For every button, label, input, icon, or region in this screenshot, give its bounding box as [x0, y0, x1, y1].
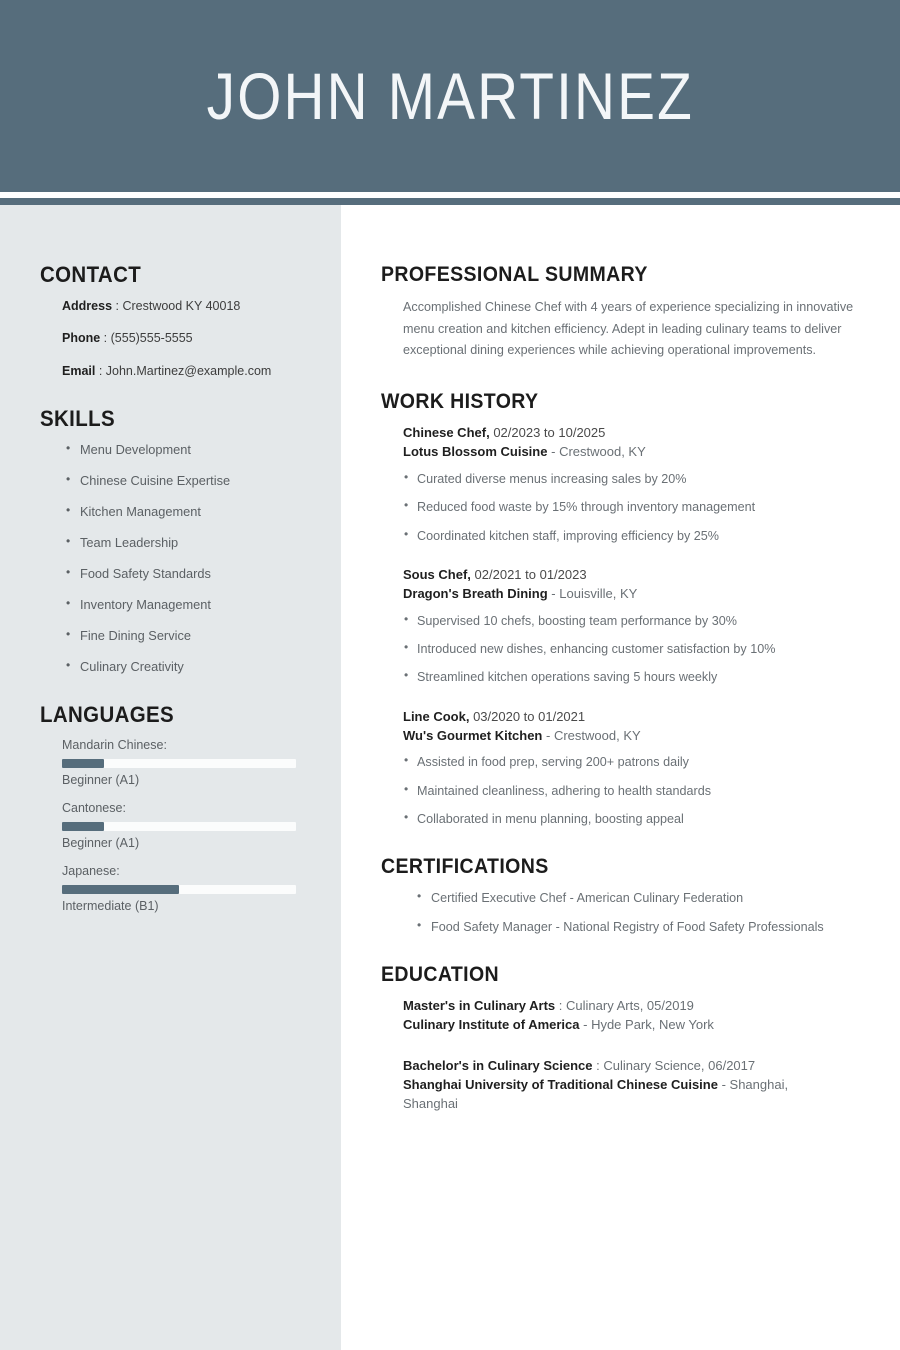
list-item: • Fine Dining Service [66, 628, 311, 644]
contact-value-phone: (555)555-5555 [110, 331, 193, 346]
contact-separator-email: : [95, 363, 106, 378]
contact-separator-address: : [112, 299, 123, 314]
resume-header [0, 0, 900, 192]
certifications-list [417, 890, 872, 936]
list-item: • Assisted in food prep, serving 200+ patrons daily [403, 754, 872, 770]
list-item: • Chinese Cuisine Expertise [66, 473, 311, 489]
education-degree: Bachelor's in Culinary Science [403, 1058, 593, 1074]
main-column [341, 205, 900, 1350]
candidate-name: JOHN MARTINEZ [206, 59, 694, 133]
work-dates: 02/2023 to 10/2025 [493, 425, 606, 441]
work-bullets [403, 613, 872, 686]
language-level: Beginner (A1) [62, 836, 140, 851]
work-bullets [403, 471, 872, 544]
education-school: Culinary Institute of America [403, 1017, 580, 1033]
languages-list [40, 738, 311, 914]
summary-text: Accomplished Chinese Chef with 4 years of experience specializing in innovative menu creation and kitchen efficiency. Adept in leading culinary teams to deliver exceptional dining experiences while achieving operational improvements. [403, 300, 854, 358]
work-dates: 02/2021 to 01/2023 [474, 566, 587, 582]
list-item: • Food Safety Standards [66, 566, 311, 582]
list-item: • Kitchen Management [66, 504, 311, 520]
language-name: Cantonese: [62, 801, 126, 816]
language-item [62, 864, 311, 914]
header-accent-rule [0, 198, 900, 205]
work-role: Sous Chef, [403, 566, 471, 582]
contact-row-address [62, 298, 311, 314]
work-company-line [403, 585, 872, 604]
list-item: • Menu Development [66, 442, 311, 458]
education-degree-line [403, 997, 823, 1016]
language-proficiency-bar [62, 822, 296, 831]
work-separator: - [546, 727, 551, 743]
section-contact [40, 263, 311, 379]
education-school-line [403, 1076, 823, 1114]
work-company: Lotus Blossom Cuisine [403, 444, 548, 459]
section-professional-summary [381, 263, 872, 362]
work-location: Crestwood, KY [559, 444, 646, 459]
work-location: Louisville, KY [559, 585, 638, 601]
list-item: • Collaborated in menu planning, boosting appeal [403, 811, 872, 827]
section-certifications [381, 855, 872, 935]
education-school: Shanghai University of Traditional Chinese Cuisine [403, 1076, 718, 1092]
list-item: • Food Safety Manager - National Registry of Food Safety Professionals [417, 919, 872, 935]
contact-label-address: Address [62, 299, 113, 314]
work-bullets [403, 754, 872, 827]
list-item: • Reduced food waste by 15% through inventory management [403, 499, 872, 515]
language-level: Intermediate (B1) [62, 899, 159, 914]
work-role: Line Cook, [403, 708, 470, 724]
education-degree-line [403, 1057, 823, 1076]
language-proficiency-fill [62, 885, 179, 894]
language-item [62, 738, 311, 788]
work-company-line [403, 443, 872, 462]
skills-list [40, 442, 311, 675]
languages-heading: LANGUAGES [40, 702, 175, 727]
list-item: • Curated diverse menus increasing sales by 20% [403, 471, 872, 487]
language-name: Mandarin Chinese: [62, 738, 167, 753]
work-role-line [403, 708, 872, 727]
education-location: - Hyde Park, New York [583, 1017, 714, 1033]
section-education [381, 963, 872, 1113]
contact-value-address: Crestwood KY 40018 [122, 299, 241, 314]
education-field: : Culinary Science, 06/2017 [596, 1058, 756, 1074]
education-degree: Master's in Culinary Arts [403, 998, 556, 1014]
contact-row-phone [62, 330, 311, 346]
work-role-line [403, 424, 872, 443]
language-name: Japanese: [62, 864, 120, 879]
education-heading: EDUCATION [381, 963, 499, 987]
contact-heading: CONTACT [40, 262, 142, 287]
language-level: Beginner (A1) [62, 773, 140, 788]
contact-row-email [62, 363, 311, 379]
resume-body [0, 205, 900, 1350]
language-item [62, 801, 311, 851]
work-company-line [403, 727, 872, 746]
work-entry [403, 566, 872, 686]
contact-list [40, 298, 311, 379]
work-separator: - [551, 585, 556, 601]
work-entry [403, 708, 872, 828]
list-item: • Team Leadership [66, 535, 311, 551]
list-item: • Certified Executive Chef - American Culinary Federation [417, 890, 872, 906]
work-separator: - [551, 444, 556, 459]
list-item: • Culinary Creativity [66, 659, 311, 675]
contact-separator-phone: : [100, 331, 111, 346]
list-item: • Inventory Management [66, 597, 311, 613]
language-proficiency-fill [62, 822, 104, 831]
education-entry [403, 997, 823, 1035]
summary-heading: PROFESSIONAL SUMMARY [381, 263, 648, 286]
list-item: • Introduced new dishes, enhancing customer satisfaction by 10% [403, 641, 872, 657]
language-proficiency-fill [62, 759, 104, 768]
work-location: Crestwood, KY [553, 727, 641, 743]
work-company: Wu's Gourmet Kitchen [403, 727, 543, 743]
work-company: Dragon's Breath Dining [403, 585, 548, 601]
section-work-history [381, 390, 872, 827]
contact-label-phone: Phone [62, 331, 101, 346]
education-field: : Culinary Arts, 05/2019 [558, 998, 694, 1014]
list-item: • Supervised 10 chefs, boosting team performance by 30% [403, 613, 872, 629]
work-role: Chinese Chef, [403, 425, 490, 441]
language-proficiency-bar [62, 759, 296, 768]
sidebar [0, 205, 341, 1350]
skills-heading: SKILLS [40, 405, 115, 431]
work-role-line [403, 566, 872, 585]
list-item: • Maintained cleanliness, adhering to health standards [403, 783, 872, 799]
work-history-heading: WORK HISTORY [381, 390, 539, 414]
work-dates: 03/2020 to 01/2021 [473, 708, 586, 724]
language-proficiency-bar [62, 885, 296, 894]
section-skills [40, 407, 311, 675]
education-location: - Shanghai, Shanghai [403, 1076, 789, 1111]
certifications-heading: CERTIFICATIONS [381, 855, 549, 879]
education-school-line [403, 1016, 823, 1035]
list-item: • Streamlined kitchen operations saving 5 hours weekly [403, 669, 872, 685]
contact-label-email: Email [62, 363, 96, 378]
list-item: • Coordinated kitchen staff, improving efficiency by 25% [403, 528, 872, 544]
section-languages [40, 703, 311, 914]
work-entry [403, 424, 872, 544]
education-entry [403, 1057, 823, 1114]
contact-value-email: John.Martinez@example.com [105, 363, 272, 378]
